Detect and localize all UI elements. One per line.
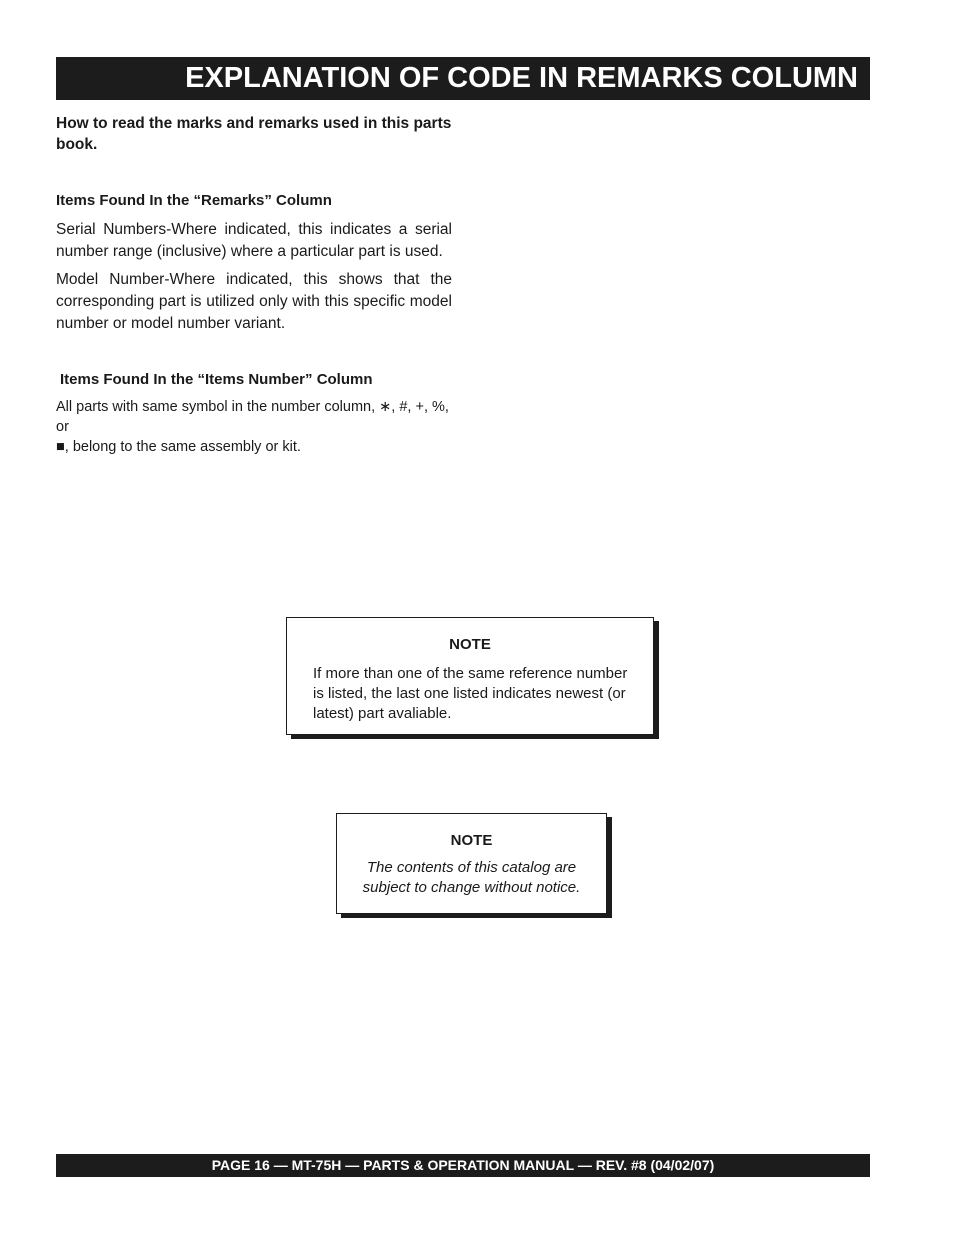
note-box-catalog-change	[336, 813, 607, 914]
page-title: EXPLANATION OF CODE IN REMARKS COLUMN	[56, 57, 870, 100]
note-body: The contents of this catalog are subject to change without notice.	[362, 859, 581, 896]
note-box-reference-number	[286, 617, 654, 735]
items-text-before: All parts with same symbol in the number column,	[56, 399, 380, 415]
remarks-column-heading: Items Found In the “Remarks” Column	[56, 192, 332, 209]
intro-text: How to read the marks and remarks used in this parts book.	[56, 115, 452, 153]
symbol-list: ∗, #, +, %, or	[56, 399, 449, 435]
page-footer: PAGE 16 — MT-75H — PARTS & OPERATION MANUAL — REV. #8 (04/02/07)	[56, 1154, 870, 1177]
serial-numbers-paragraph: Serial Numbers-Where indicated, this indicates a serial number range (inclusive) where a particular part is used.	[56, 221, 452, 260]
items-number-column-heading: Items Found In the “Items Number” Column	[60, 371, 373, 388]
square-symbol-icon: ■	[56, 439, 65, 455]
items-text-after: , belong to the same assembly or kit.	[64, 439, 301, 455]
model-number-paragraph: Model Number-Where indicated, this shows that the corresponding part is utilized only with this specific model number or model number variant.	[56, 271, 452, 332]
note-body: If more than one of the same reference number is listed, the last one listed indicates newest (or latest) part avaliable.	[313, 665, 628, 722]
items-symbol-paragraph	[56, 397, 452, 457]
note-title: NOTE	[449, 636, 491, 653]
note-title: NOTE	[450, 832, 493, 849]
